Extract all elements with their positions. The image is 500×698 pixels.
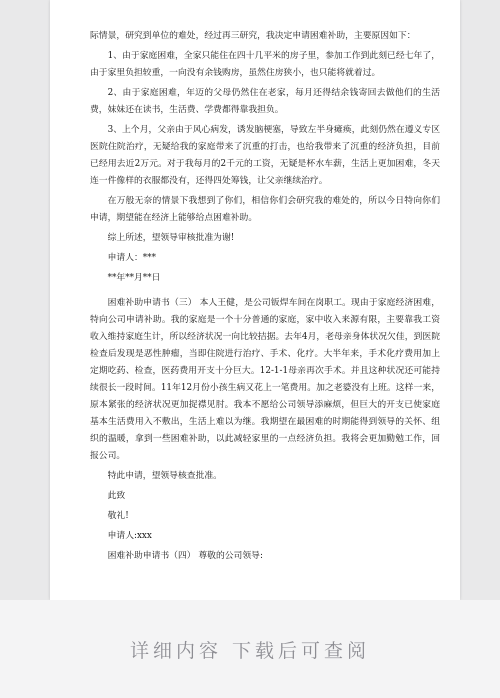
paragraph-letter-3: 困难补助申请书（三） 本人王健，是公司钣焊车间在岗职工。现由于家庭经济困难，特向公司申请补助。我的家庭是一个十分普通的家庭，家中收入来源有限，主要靠我工资收入维持家庭生计，所以经济状况一向比较拮据。去年4月，老母亲身体状况欠佳，到医院检查后发现是恶性肿瘤，当即住院进行治疗、手术、化疗。大半年来，手术化疗费用加上定期吃药、检查，医药费用开支十分巨大。12-1-1母亲再次手术。并且这种状况还可能持续很长一段时间。11年12月份小孩生病又花上一笔费用。加之老婆没有上班。这样一来，原本紧张的经济状况更加捉襟见肘。我本不愿给公司领导添麻烦，但巨大的开支已使家庭基本生活费用入不敷出，生活上难以为继。我期望在最困难的时期能得到领导的关怀、组织的温暖，拿到一些困难补助，以此减轻家里的一点经济负担。我将会更加勤勉工作，回报公司。 bbox=[90, 298, 440, 461]
paragraph-reason-3: 3、上个月，父亲由于风心病发，诱发脑梗塞，导致左半身瘫痪，此刻仍然在遵义专区医院住院治疗，无疑给我的家庭带来了沉重的打击，也给我带来了沉重的经济负担，目前已经用去近2万元。对于我每月的2千元的工资，无疑是杯水车薪，生活上更加困难，冬天连一件像样的衣服都没有，还得四处筹钱，让父亲继续治疗。 bbox=[90, 125, 440, 186]
applicant-line: 申请人：*** bbox=[107, 253, 156, 263]
paragraph-closing-request: 特此申请，望领导核查批准。 bbox=[107, 471, 222, 481]
salutation-cizhi: 此致 bbox=[107, 491, 126, 501]
salutation-jingli: 敬礼! bbox=[107, 511, 129, 521]
paragraph-conclusion: 综上所述，望领导审核批准为谢! bbox=[107, 233, 235, 243]
download-banner-label[interactable]: 详细内容 下载后可查阅 bbox=[129, 639, 371, 662]
paragraph-letter-4-heading: 困难补助申请书（四） 尊敬的公司领导: bbox=[107, 551, 263, 561]
download-banner[interactable] bbox=[0, 600, 500, 698]
paragraph-intro-continued: 际情景，研究到单位的难处，经过再三研究，我决定申请困难补助，主要原因如下： bbox=[90, 31, 416, 41]
applicant-signature: 申请人:xxx bbox=[107, 531, 152, 541]
document-page bbox=[50, 0, 460, 600]
date-line: **年**月**日 bbox=[107, 273, 161, 283]
paragraph-request: 在万般无奈的情景下我想到了你们，相信你们会研究我的难处的，所以今日特向你们申请，期望能在经济上能够给点困难补助。 bbox=[90, 196, 440, 223]
paragraph-reason-2: 2、由于家庭困难，年迈的父母仍然住在老家，每月还得结余钱寄回去做他们的生活费，妹妹还在读书，生活费、学费都得靠我担负。 bbox=[90, 88, 440, 115]
document-body bbox=[90, 28, 440, 568]
paragraph-reason-1: 1、由于家庭困难，全家只能住在四十几平米的房子里，参加工作到此刻已经七年了，由于家里负担较重，一向没有余钱购房，虽然住房狭小，也只能将就着过。 bbox=[90, 51, 440, 78]
